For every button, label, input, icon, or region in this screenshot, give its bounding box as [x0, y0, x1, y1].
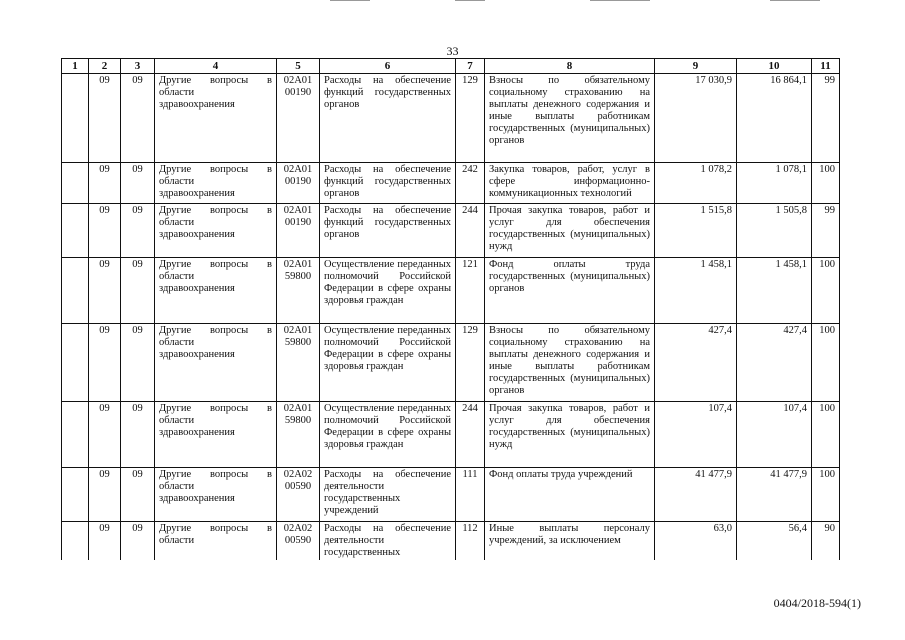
column-header: 7 [456, 59, 485, 74]
table-row [62, 74, 840, 163]
table-row [62, 258, 840, 324]
cell-target-name: Осуществление переданных полномочий Российской Федерации в сфере охраны здоровья граждан [320, 324, 456, 402]
cell-index [62, 204, 89, 258]
cell-percent: 90 [812, 522, 840, 561]
cell-planned: 1 458,1 [655, 258, 737, 324]
column-header: 9 [655, 59, 737, 74]
column-header: 6 [320, 59, 456, 74]
budget-table [61, 58, 840, 560]
cell-subsection: 09 [121, 204, 155, 258]
cell-expense-name: Прочая закупка товаров, работ и услуг для обеспечения государственных (муниципальных) нужд [485, 402, 655, 468]
cell-section: 09 [89, 258, 121, 324]
cell-subsection: 09 [121, 468, 155, 522]
cell-section: 09 [89, 468, 121, 522]
cell-index [62, 402, 89, 468]
cell-percent: 100 [812, 468, 840, 522]
cell-expense-name: Взносы по обязательному социальному страхованию на выплаты денежного содержания и иные выплаты работникам государственных (муниципальных) органов [485, 324, 655, 402]
cell-expense-name: Иные выплаты персоналу учреждений, за исключением [485, 522, 655, 561]
cell-planned: 427,4 [655, 324, 737, 402]
cell-planned: 63,0 [655, 522, 737, 561]
cell-section-name: Другие вопросы в области здравоохранения [155, 402, 277, 468]
cell-target-name: Расходы на обеспечение деятельности государственных учреждений [320, 468, 456, 522]
cell-target-code: 02А02 00590 [277, 468, 320, 522]
cell-percent: 99 [812, 74, 840, 163]
cell-index [62, 258, 89, 324]
cell-executed: 1 505,8 [737, 204, 812, 258]
cell-target-code: 02А01 00190 [277, 74, 320, 163]
header-row [62, 59, 840, 74]
scan-artifact [455, 0, 485, 1]
cell-target-code: 02А02 00590 [277, 522, 320, 561]
column-header: 4 [155, 59, 277, 74]
cell-subsection: 09 [121, 522, 155, 561]
cell-target-name: Расходы на обеспечение функций государственных органов [320, 204, 456, 258]
page-number: 33 [446, 44, 459, 58]
cell-expense-code: 244 [456, 402, 485, 468]
cell-executed: 56,4 [737, 522, 812, 561]
cell-subsection: 09 [121, 324, 155, 402]
cell-subsection: 09 [121, 258, 155, 324]
cell-section: 09 [89, 204, 121, 258]
cell-planned: 107,4 [655, 402, 737, 468]
cell-percent: 99 [812, 204, 840, 258]
cell-expense-name: Фонд оплаты труда учреждений [485, 468, 655, 522]
cell-executed: 41 477,9 [737, 468, 812, 522]
cell-index [62, 74, 89, 163]
cell-expense-name: Фонд оплаты труда государственных (муниципальных) органов [485, 258, 655, 324]
cell-expense-code: 129 [456, 74, 485, 163]
column-header: 11 [812, 59, 840, 74]
cell-subsection: 09 [121, 163, 155, 204]
cell-section: 09 [89, 163, 121, 204]
cell-index [62, 324, 89, 402]
cell-expense-code: 112 [456, 522, 485, 561]
column-header: 8 [485, 59, 655, 74]
cell-percent: 100 [812, 258, 840, 324]
cell-expense-code: 129 [456, 324, 485, 402]
document-id: 0404/2018-594(1) [773, 596, 861, 610]
table-row [62, 204, 840, 258]
cell-index [62, 468, 89, 522]
cell-executed: 427,4 [737, 324, 812, 402]
cell-target-code: 02А01 59800 [277, 402, 320, 468]
column-header: 3 [121, 59, 155, 74]
scan-artifact [330, 0, 370, 1]
cell-executed: 1 458,1 [737, 258, 812, 324]
cell-section: 09 [89, 402, 121, 468]
cell-target-name: Расходы на обеспечение функций государственных органов [320, 74, 456, 163]
cell-expense-name: Закупка товаров, работ, услуг в сфере информационно-коммуникационных технологий [485, 163, 655, 204]
cell-section-name: Другие вопросы в области здравоохранения [155, 74, 277, 163]
cell-subsection: 09 [121, 402, 155, 468]
cell-expense-code: 242 [456, 163, 485, 204]
cell-target-name: Расходы на обеспечение деятельности государственных [320, 522, 456, 561]
cell-target-code: 02А01 59800 [277, 258, 320, 324]
cell-planned: 1 078,2 [655, 163, 737, 204]
cell-target-code: 02А01 00190 [277, 204, 320, 258]
table-row [62, 402, 840, 468]
cell-target-code: 02А01 59800 [277, 324, 320, 402]
cell-target-code: 02А01 00190 [277, 163, 320, 204]
cell-target-name: Осуществление переданных полномочий Российской Федерации в сфере охраны здоровья граждан [320, 258, 456, 324]
cell-expense-name: Взносы по обязательному социальному страхованию на выплаты денежного содержания и иные выплаты работникам государственных (муниципальных) органов [485, 74, 655, 163]
scan-artifact [770, 0, 820, 1]
cell-planned: 1 515,8 [655, 204, 737, 258]
column-header: 10 [737, 59, 812, 74]
cell-expense-name: Прочая закупка товаров, работ и услуг для обеспечения государственных (муниципальных) нужд [485, 204, 655, 258]
cell-subsection: 09 [121, 74, 155, 163]
table-row [62, 468, 840, 522]
cell-percent: 100 [812, 402, 840, 468]
column-header: 1 [62, 59, 89, 74]
cell-section-name: Другие вопросы в области здравоохранения [155, 258, 277, 324]
cell-section: 09 [89, 522, 121, 561]
table-row [62, 522, 840, 561]
cell-expense-code: 244 [456, 204, 485, 258]
cell-section-name: Другие вопросы в области [155, 522, 277, 561]
cell-expense-code: 121 [456, 258, 485, 324]
table-row [62, 163, 840, 204]
cell-section-name: Другие вопросы в области здравоохранения [155, 163, 277, 204]
cell-expense-code: 111 [456, 468, 485, 522]
cell-percent: 100 [812, 324, 840, 402]
cell-executed: 1 078,1 [737, 163, 812, 204]
scan-artifact [590, 0, 650, 1]
cell-section-name: Другие вопросы в области здравоохранения [155, 324, 277, 402]
cell-executed: 107,4 [737, 402, 812, 468]
cell-section-name: Другие вопросы в области здравоохранения [155, 204, 277, 258]
cell-percent: 100 [812, 163, 840, 204]
cell-section-name: Другие вопросы в области здравоохранения [155, 468, 277, 522]
cell-planned: 17 030,9 [655, 74, 737, 163]
column-header: 2 [89, 59, 121, 74]
table-row [62, 324, 840, 402]
cell-target-name: Расходы на обеспечение функций государственных органов [320, 163, 456, 204]
cell-section: 09 [89, 74, 121, 163]
column-header: 5 [277, 59, 320, 74]
cell-target-name: Осуществление переданных полномочий Российской Федерации в сфере охраны здоровья граждан [320, 402, 456, 468]
cell-executed: 16 864,1 [737, 74, 812, 163]
cell-index [62, 163, 89, 204]
cell-index [62, 522, 89, 561]
cell-planned: 41 477,9 [655, 468, 737, 522]
cell-section: 09 [89, 324, 121, 402]
